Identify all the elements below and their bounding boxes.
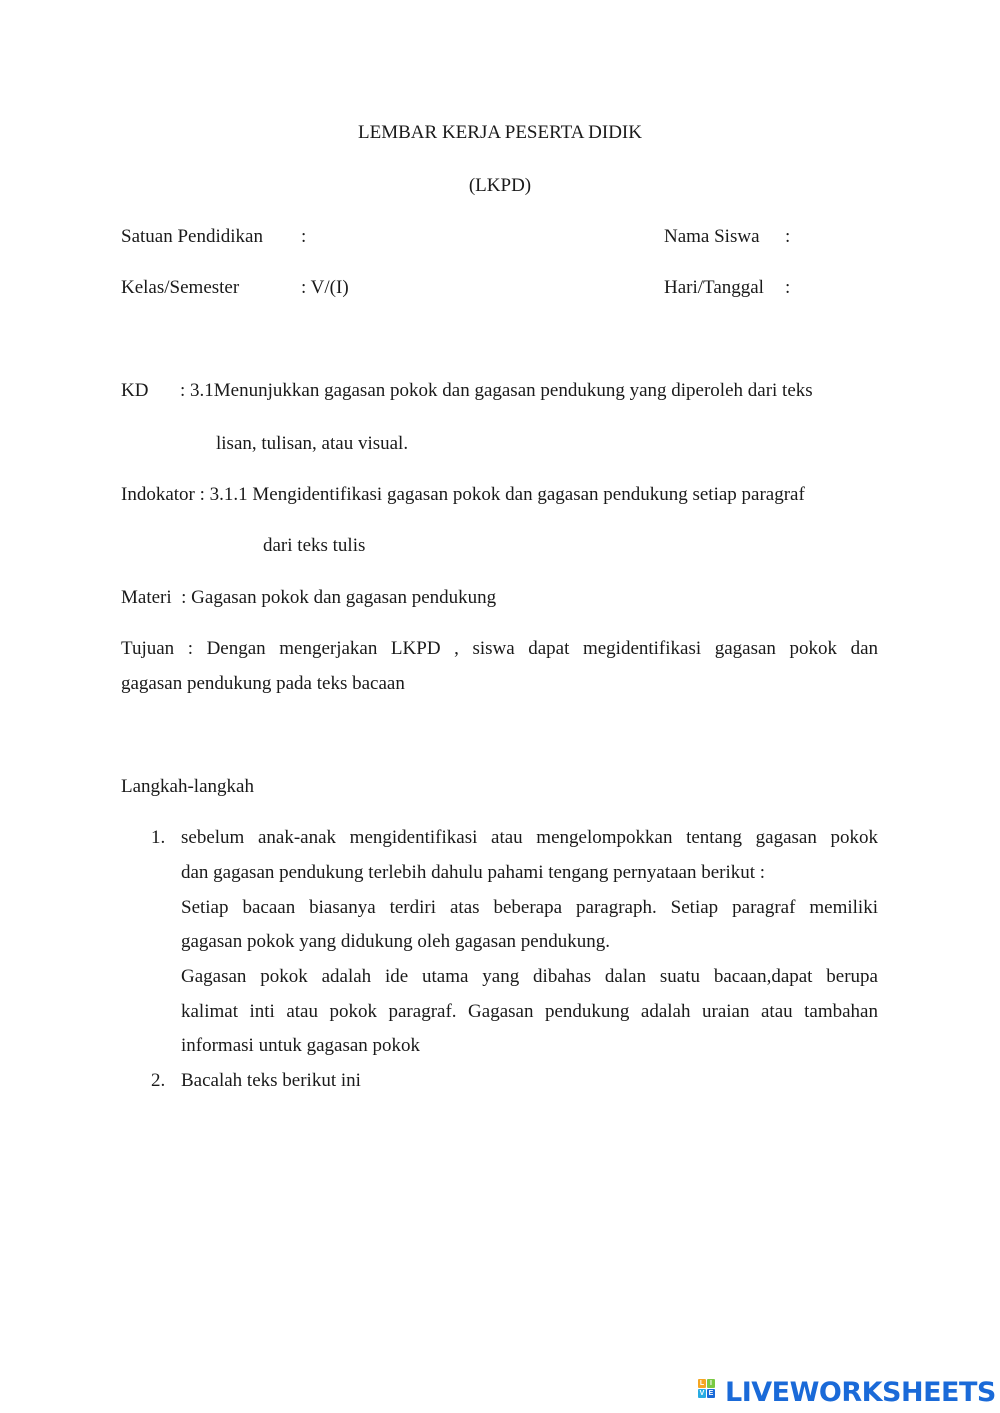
- step-1-line: gagasan pokok yang didukung oleh gagasan pendukung.: [181, 931, 610, 952]
- step-1-line: dan gagasan pendukung terlebih dahulu pahami tengang pernyataan berikut :: [181, 862, 766, 883]
- hari-tanggal-colon: :: [785, 277, 791, 298]
- indikator-line2: dari teks tulis: [263, 535, 366, 556]
- nama-siswa-colon: :: [785, 226, 791, 247]
- step-2-text: Bacalah teks berikut ini: [181, 1070, 361, 1091]
- liveworksheets-logo: [697, 1378, 996, 1408]
- kelas-semester-value: : V/(I): [301, 277, 349, 298]
- logo-mark-letter: V: [699, 1390, 705, 1397]
- logo-mark-letter: I: [707, 1379, 715, 1388]
- materi-line: Materi : Gagasan pokok dan gagasan pendukung: [121, 587, 497, 608]
- step-2-number: 2.: [151, 1070, 166, 1091]
- steps-heading: Langkah-langkah: [121, 776, 254, 797]
- kelas-semester-label: Kelas/Semester: [121, 277, 240, 298]
- step-1-line: kalimat inti atau pokok paragraf. Gagasan pendukung adalah uraian atau tambahan: [181, 1001, 878, 1022]
- satuan-pendidikan-label: Satuan Pendidikan: [121, 226, 263, 247]
- logo-mark-letter: L: [699, 1380, 705, 1387]
- kd-text-line1: : 3.1Menunjukkan gagasan pokok dan gagasan pendukung yang diperoleh dari teks: [180, 380, 813, 401]
- step-1-number: 1.: [151, 827, 166, 848]
- tujuan-line2: gagasan pendukung pada teks bacaan: [121, 673, 405, 694]
- tujuan-line1: Tujuan : Dengan mengerjakan LKPD , siswa dapat megidentifikasi gagasan pokok dan: [121, 638, 878, 659]
- step-1-line: Gagasan pokok adalah ide utama yang dibahas dalan suatu bacaan,dapat berupa: [181, 966, 878, 987]
- liveworksheets-logo-text: LIVEWORKSHEETS: [725, 1377, 996, 1408]
- hari-tanggal-label: Hari/Tanggal: [664, 277, 764, 298]
- step-1-line: Setiap bacaan biasanya terdiri atas beberapa paragraph. Setiap paragraf memiliki: [181, 897, 878, 918]
- document-title: LEMBAR KERJA PESERTA DIDIK: [358, 122, 642, 143]
- liveworksheets-logo-mark-icon: [697, 1378, 723, 1408]
- document-subtitle: (LKPD): [468, 175, 532, 196]
- step-1-line: informasi untuk gagasan pokok: [181, 1035, 421, 1056]
- kd-label: KD: [121, 380, 149, 401]
- indikator-line1: Indokator : 3.1.1 Mengidentifikasi gagasan pokok dan gagasan pendukung setiap paragraf: [121, 484, 805, 505]
- nama-siswa-label: Nama Siswa: [664, 226, 760, 247]
- logo-mark-letter: E: [708, 1390, 714, 1397]
- kd-text-line2: lisan, tulisan, atau visual.: [216, 433, 409, 454]
- satuan-pendidikan-colon: :: [301, 226, 307, 247]
- step-1-line: sebelum anak-anak mengidentifikasi atau mengelompokkan tentang gagasan pokok: [181, 827, 878, 848]
